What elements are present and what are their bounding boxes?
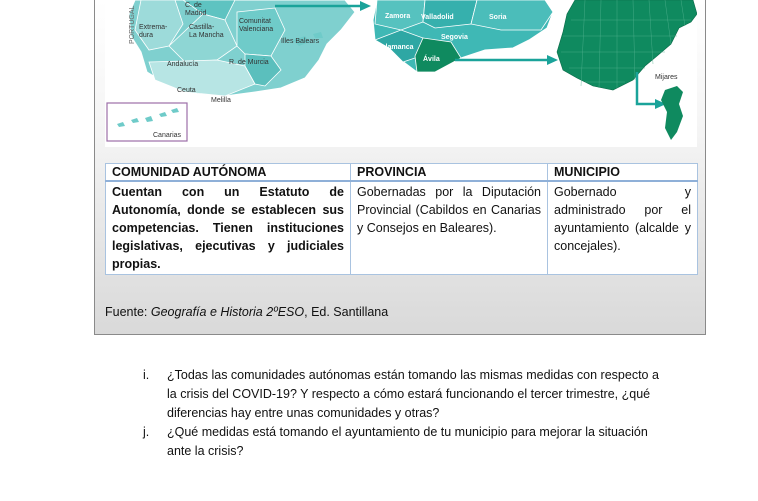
label-salamanca: Salamanca [377,44,414,51]
administration-table [105,163,698,275]
source-title: Geografía e Historia 2ºESO [150,305,305,319]
figure-box [94,0,706,335]
mijares-shape [661,86,683,140]
table-header-row [106,164,698,182]
map-illustration [105,0,697,147]
label-soria: Soria [489,14,507,21]
label-ceuta: Ceuta [177,87,196,94]
label-melilla: Melilla [211,97,231,104]
source-prefix: Fuente: [105,305,151,319]
spain-maps-svg [105,0,697,147]
header-comunidad: COMUNIDAD AUTÓNOMA [106,164,351,182]
source-caption [105,305,388,319]
question-marker: j. [143,425,150,439]
question-item [143,366,663,423]
label-murcia: R. de Murcia [229,59,269,66]
label-madrid: C. de Madrid [185,2,207,17]
header-municipio: MUNICIPIO [548,164,698,182]
label-andalucia: Andalucía [167,61,199,68]
question-text: ¿Qué medidas está tomando el ayuntamiento de tu municipio para mejorar la situación ante la crisis? [167,425,648,458]
label-mijares: Mijares [655,74,678,81]
question-marker: i. [143,368,150,382]
question-list [143,366,663,461]
label-canarias: Canarias [153,132,182,139]
label-valladolid: Valladolid [421,14,454,21]
label-zamora: Zamora [385,13,411,20]
table-row [106,181,698,275]
question-text: ¿Todas las comunidades autónomas están tomando las mismas medidas con respecto a la crisis del COVID-19? Y respecto a cómo estará funcionando el tercer trimestre, ¿qué diferencias hay entre unas comunidades y otras? [167,368,659,420]
question-item [143,423,663,461]
label-valenciana: Comunitat Valenciana [239,18,274,33]
header-provincia: PROVINCIA [351,164,548,182]
label-segovia: Segovia [441,34,468,41]
label-extremadura: Extrema- dura [139,24,168,39]
cell-provincia: Gobernadas por la Diputación Provincial (Cabildos en Canarias y Consejos en Baleares). [351,181,548,275]
label-castilla-la-mancha: Castilla- La Mancha [189,24,224,39]
source-suffix: , Ed. Santillana [304,305,389,319]
cell-comunidad: Cuentan con un Estatuto de Autonomía, donde se establecen sus competencias. Tienen instituciones legislativas, ejecutivas y judiciales propias. [106,181,351,275]
label-portugal: PORTUGAL [129,5,136,44]
label-avila: Ávila [423,56,440,63]
label-baleares: Illes Balears [281,38,320,45]
cell-municipio: Gobernado y administrado por el ayuntamiento (alcalde y concejales). [548,181,698,275]
